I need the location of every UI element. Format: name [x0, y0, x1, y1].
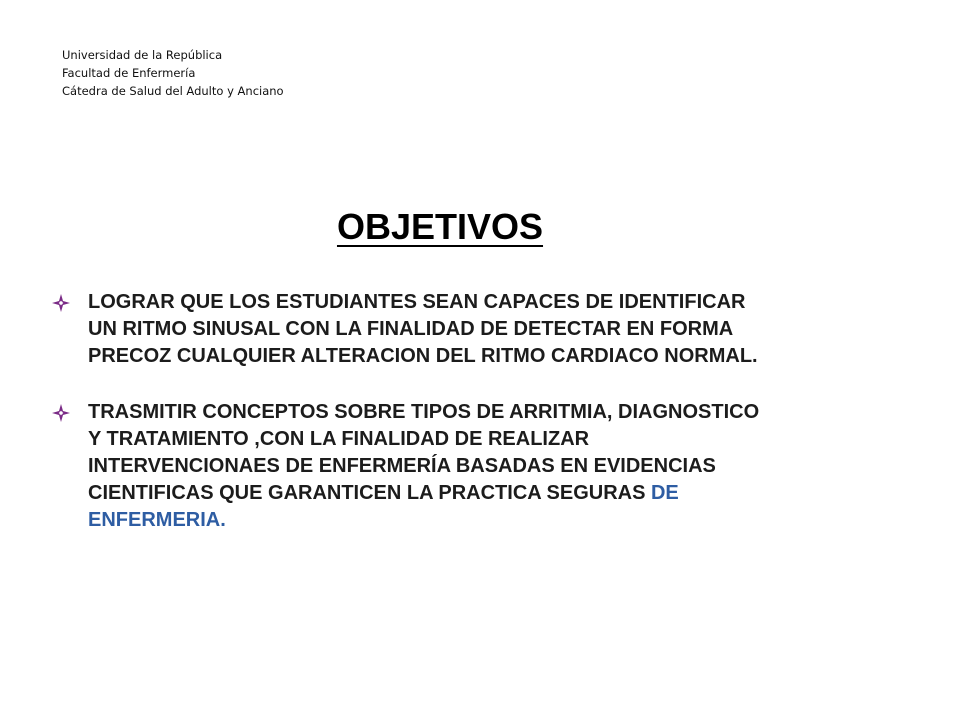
objective-2-line-4: [88, 480, 922, 507]
objective-2-line-1: TRASMITIR CONCEPTOS SOBRE TIPOS DE ARRITMIA, DIAGNOSTICO: [88, 401, 760, 423]
objective-2-line-4-text: CIENTIFICAS QUE GARANTICEN LA PRACTICA SEGURAS: [88, 482, 651, 504]
objective-2-line-3: INTERVENCIONAES DE ENFERMERÍA BASADAS EN EVIDENCIAS: [88, 455, 716, 477]
objective-item-2: [52, 399, 922, 534]
institution-header: [62, 46, 284, 100]
objective-1-line-2: UN RITMO SINUSAL CON LA FINALIDAD DE DETECTAR EN FORMA: [88, 318, 734, 340]
slide-title: OBJETIVOS: [336, 206, 544, 247]
objectives-list: [52, 289, 922, 534]
objective-2-accent-line: ENFERMERIA.: [88, 509, 226, 531]
objective-item-1: [52, 289, 922, 370]
header-university: Universidad de la República: [62, 48, 223, 62]
objective-1-line-1: LOGRAR QUE LOS ESTUDIANTES SEAN CAPACES DE IDENTIFICAR: [88, 291, 746, 313]
diamond-bullet-icon: [52, 294, 70, 312]
objective-2-line-2: Y TRATAMIENTO ,CON LA FINALIDAD DE REALIZAR: [88, 428, 590, 450]
diamond-bullet-icon: [52, 404, 70, 422]
header-faculty: Facultad de Enfermería: [62, 66, 196, 80]
header-department: Cátedra de Salud del Adulto y Anciano: [62, 84, 284, 98]
objective-2-accent-inline: DE: [650, 482, 679, 504]
objective-1-line-3: PRECOZ CUALQUIER ALTERACION DEL RITMO CARDIACO NORMAL.: [88, 345, 758, 367]
